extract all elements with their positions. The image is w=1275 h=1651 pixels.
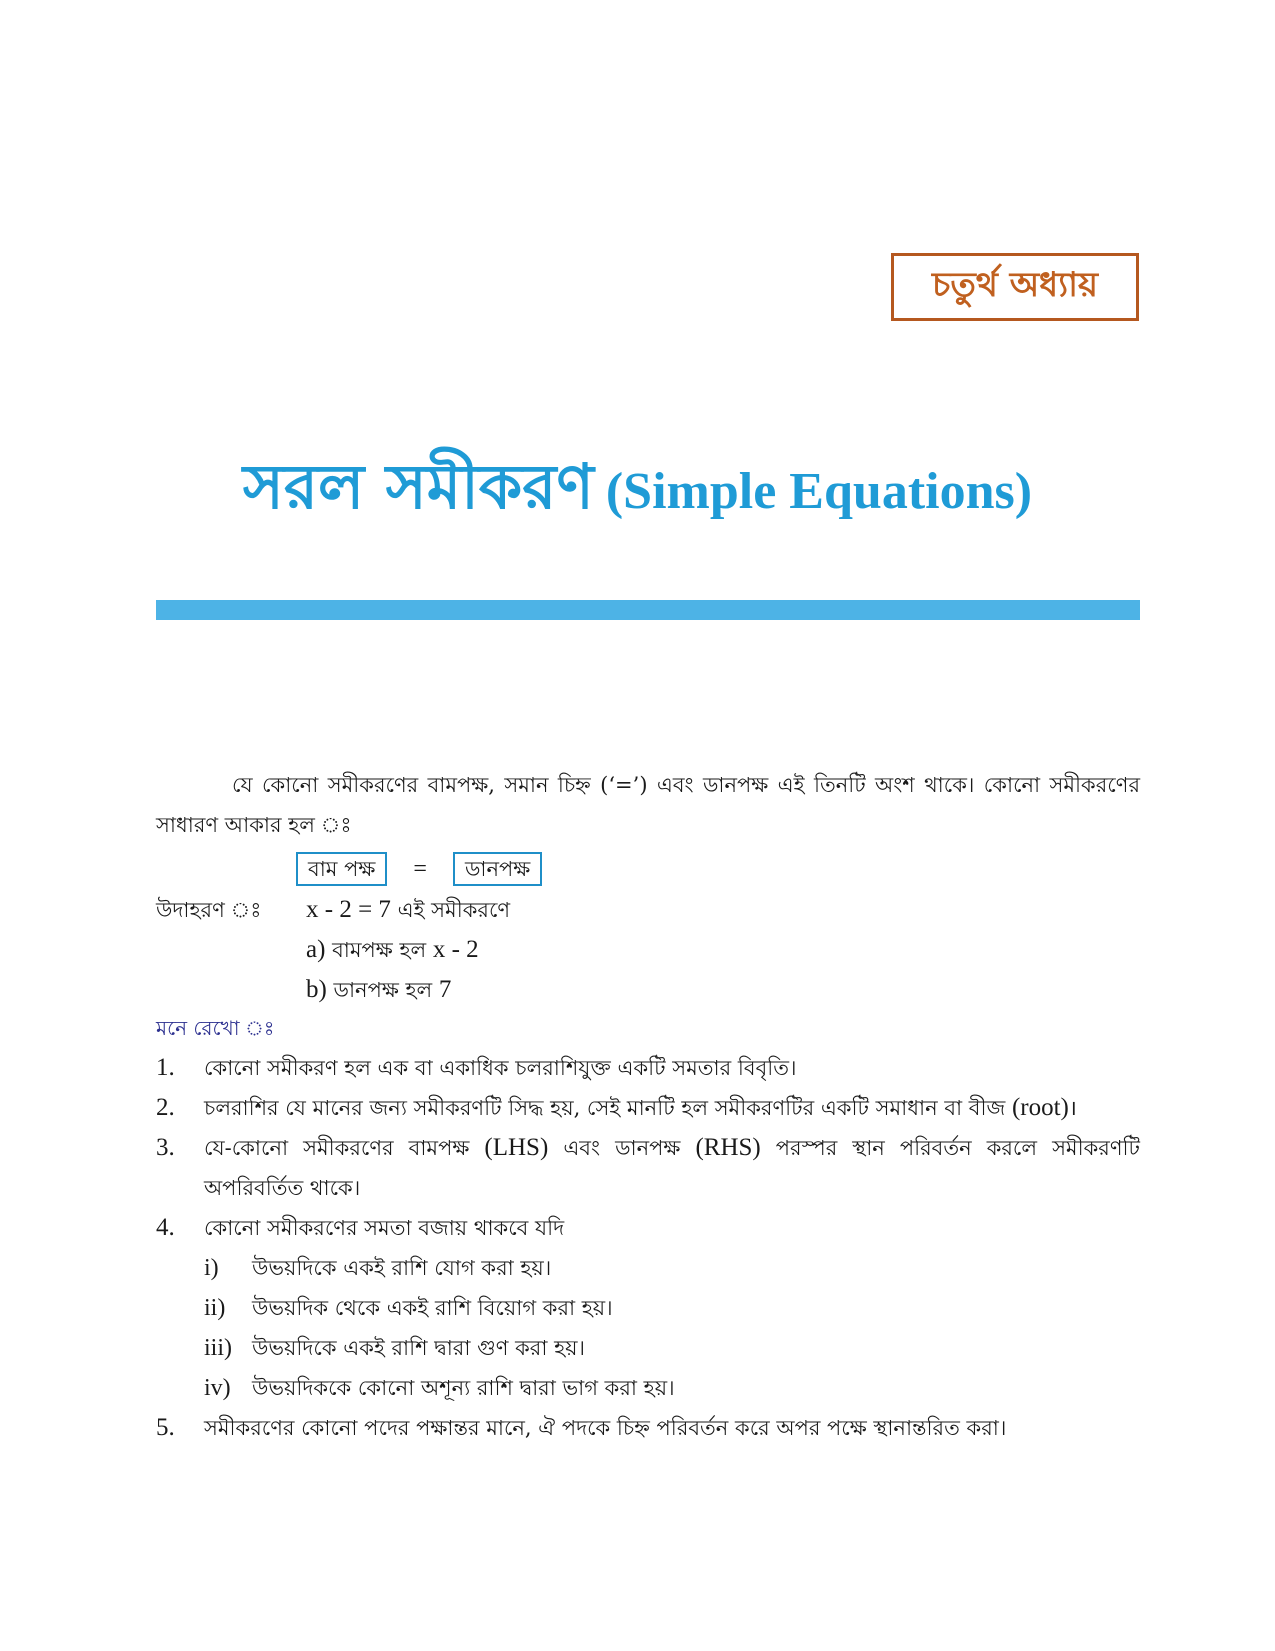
sub-item-number: i) <box>204 1255 219 1281</box>
example-a-label: a) <box>306 936 326 963</box>
intro-paragraph: যে কোনো সমীকরণের বামপক্ষ, সমান চিহ্ন (‘=’) এবং ডানপক্ষ এই তিনটি অংশ থাকে। কোনো সমীকরণের সাধারণ আকার হল ঃ <box>156 773 1140 837</box>
sub-list-item <box>156 1288 1140 1328</box>
title-bengali: সরল সমীকরণ <box>242 450 594 523</box>
example-label: উদাহরণ ঃ <box>156 898 262 922</box>
example-line-a <box>306 930 510 970</box>
sub-item-number: ii) <box>204 1295 226 1321</box>
example-lines <box>306 890 510 1010</box>
item-number: 3. <box>156 1134 175 1161</box>
sub-item-text: উভয়দিক থেকে একই রাশি বিয়োগ করা হয়। <box>252 1296 613 1320</box>
example-a-value: x - 2 <box>432 936 479 963</box>
page-title <box>0 440 1275 543</box>
list-item <box>156 1048 1140 1088</box>
item-text: যে-কোনো সমীকরণের বামপক্ষ (LHS) এবং ডানপক্ষ (RHS) পরস্পর স্থান পরিবর্তন করলে সমীকরণটি অপরিবর্তিত থাকে। <box>204 1134 1140 1200</box>
example-b-value: 7 <box>438 976 452 1003</box>
remember-list <box>156 1048 1140 1448</box>
sub-item-text: উভয়দিকে একই রাশি যোগ করা হয়। <box>252 1256 552 1280</box>
example-equation: x - 2 = 7 <box>306 896 391 923</box>
equals-sign: = <box>413 855 427 882</box>
item-number: 5. <box>156 1414 175 1441</box>
list-item <box>156 1208 1140 1248</box>
lhs-box: বাম পক্ষ <box>296 852 387 886</box>
remember-heading: মনে রেখো ঃ <box>156 1016 275 1040</box>
example-line-b <box>306 970 510 1010</box>
example-equation-suffix: এই সমীকরণে <box>390 898 511 922</box>
title-divider <box>156 600 1140 620</box>
sub-list-item <box>156 1328 1140 1368</box>
list-item <box>156 1408 1140 1448</box>
sub-item-number: iv) <box>204 1375 231 1401</box>
sub-list-item <box>156 1368 1140 1408</box>
example-b-text: ডানপক্ষ হল <box>326 978 439 1002</box>
sub-list-item <box>156 1248 1140 1288</box>
general-form <box>296 852 542 886</box>
item-number: 2. <box>156 1094 175 1121</box>
example-a-text: বামপক্ষ হল <box>325 938 433 962</box>
list-item <box>156 1088 1140 1128</box>
list-item <box>156 1128 1140 1208</box>
example-b-label: b) <box>306 976 327 1003</box>
item-text: চলরাশির যে মানের জন্য সমীকরণটি সিদ্ধ হয়, সেই মানটি হল সমীকরণটির একটি সমাধান বা বীজ (root)। <box>204 1094 1077 1121</box>
item-text: কোনো সমীকরণের সমতা বজায় থাকবে যদি <box>204 1216 565 1240</box>
rhs-box: ডানপক্ষ <box>453 852 542 886</box>
item-number: 1. <box>156 1054 175 1081</box>
sub-item-text: উভয়দিককে কোনো অশূন্য রাশি দ্বারা ভাগ করা হয়। <box>252 1376 675 1400</box>
item-number: 4. <box>156 1214 175 1241</box>
chapter-badge <box>891 253 1139 321</box>
sub-item-text: উভয়দিকে একই রাশি দ্বারা গুণ করা হয়। <box>252 1336 586 1360</box>
sub-item-number: iii) <box>204 1335 232 1361</box>
example-equation-line <box>306 890 510 930</box>
item-text: কোনো সমীকরণ হল এক বা একাধিক চলরাশিযুক্ত একটি সমতার বিবৃতি। <box>204 1056 797 1080</box>
item-text: সমীকরণের কোনো পদের পক্ষান্তর মানে, ঐ পদকে চিহ্ন পরিবর্তন করে অপর পক্ষে স্থানান্তরিত করা। <box>204 1416 1007 1440</box>
title-english: (Simple Equations) <box>605 463 1033 520</box>
chapter-label: চতুর্থ অধ্যায় <box>932 264 1098 305</box>
